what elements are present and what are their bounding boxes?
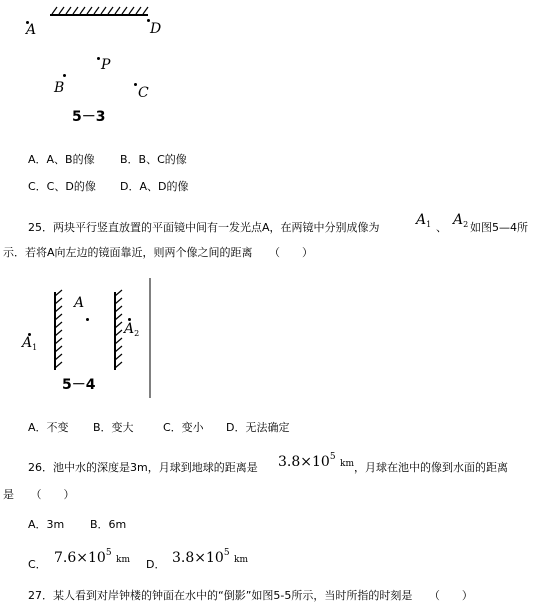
point-D-label: D — [150, 21, 162, 37]
q25-option-c: C．变小 — [163, 421, 204, 434]
q27-line1: 27．某人看到对岸钟楼的钟面在水中的“倒影”如图5-5所示，当时所指的时刻是 （ ） — [28, 589, 473, 602]
figure-5-4-right-mirror — [115, 290, 122, 370]
q24-option-c: C．C、D的像 — [28, 180, 96, 193]
q26-line1-end: ，月球在池中的像到水面的距离 — [354, 461, 508, 474]
q25-option-d: D．无法确定 — [226, 421, 290, 434]
q25-image-a2: $A_2$ — [453, 212, 469, 229]
point-C-dot — [134, 83, 137, 86]
point-B-dot — [63, 74, 66, 77]
figure-5-3-mirror — [50, 7, 148, 15]
q26-line2: 是 （ ） — [3, 488, 75, 501]
q25-option-a: A．不变 — [28, 421, 69, 434]
point-B-label: B — [54, 80, 65, 96]
q26-option-d-label: D． — [146, 558, 166, 571]
fig54-A-dot — [86, 318, 89, 321]
q25-line1-end: 如图5—4所 — [470, 221, 528, 234]
q25-option-b: B．变大 — [93, 421, 134, 434]
q26-distance: $3.8\times 10^5$ km — [278, 452, 354, 470]
q24-option-d: D．A、D的像 — [120, 180, 189, 193]
q25-line2: 示．若将A向左边的镜面靠近，则两个像之间的距离 （ ） — [3, 246, 314, 259]
figure-5-3-caption: 5－3 — [72, 109, 106, 125]
q25-image-a1: $A_1$ — [416, 212, 432, 229]
q24-option-b: B．B、C的像 — [120, 153, 187, 166]
point-P-dot — [97, 57, 100, 60]
q26-option-d-value: $3.8\times 10^5$ km — [172, 548, 248, 566]
q26-option-b: B．6m — [90, 518, 127, 531]
q26-option-c-value: $7.6\times 10^5$ km — [54, 548, 130, 566]
q24-option-a: A．A、B的像 — [28, 153, 95, 166]
fig54-label-A1: $A_1$ — [22, 335, 38, 352]
q25-line1: 25．两块平行竖直放置的平面镜中间有一发光点A，在两镜中分别成像为 — [28, 221, 380, 234]
q26-option-c-label: C． — [28, 558, 47, 571]
point-A-label: A — [26, 22, 37, 38]
q26-option-a: A．3m — [28, 518, 65, 531]
point-C-label: C — [138, 85, 149, 101]
figure-5-4-caption: 5－4 — [62, 377, 96, 393]
q26-line1: 26．池中水的深度是3m，月球到地球的距离是 — [28, 461, 258, 474]
figure-5-4-left-mirror — [55, 290, 62, 370]
fig54-label-A2: $A_2$ — [124, 321, 140, 338]
q25-separator: 、 — [436, 221, 447, 234]
fig54-label-A: A — [74, 295, 85, 311]
point-P-label: P — [101, 57, 111, 73]
